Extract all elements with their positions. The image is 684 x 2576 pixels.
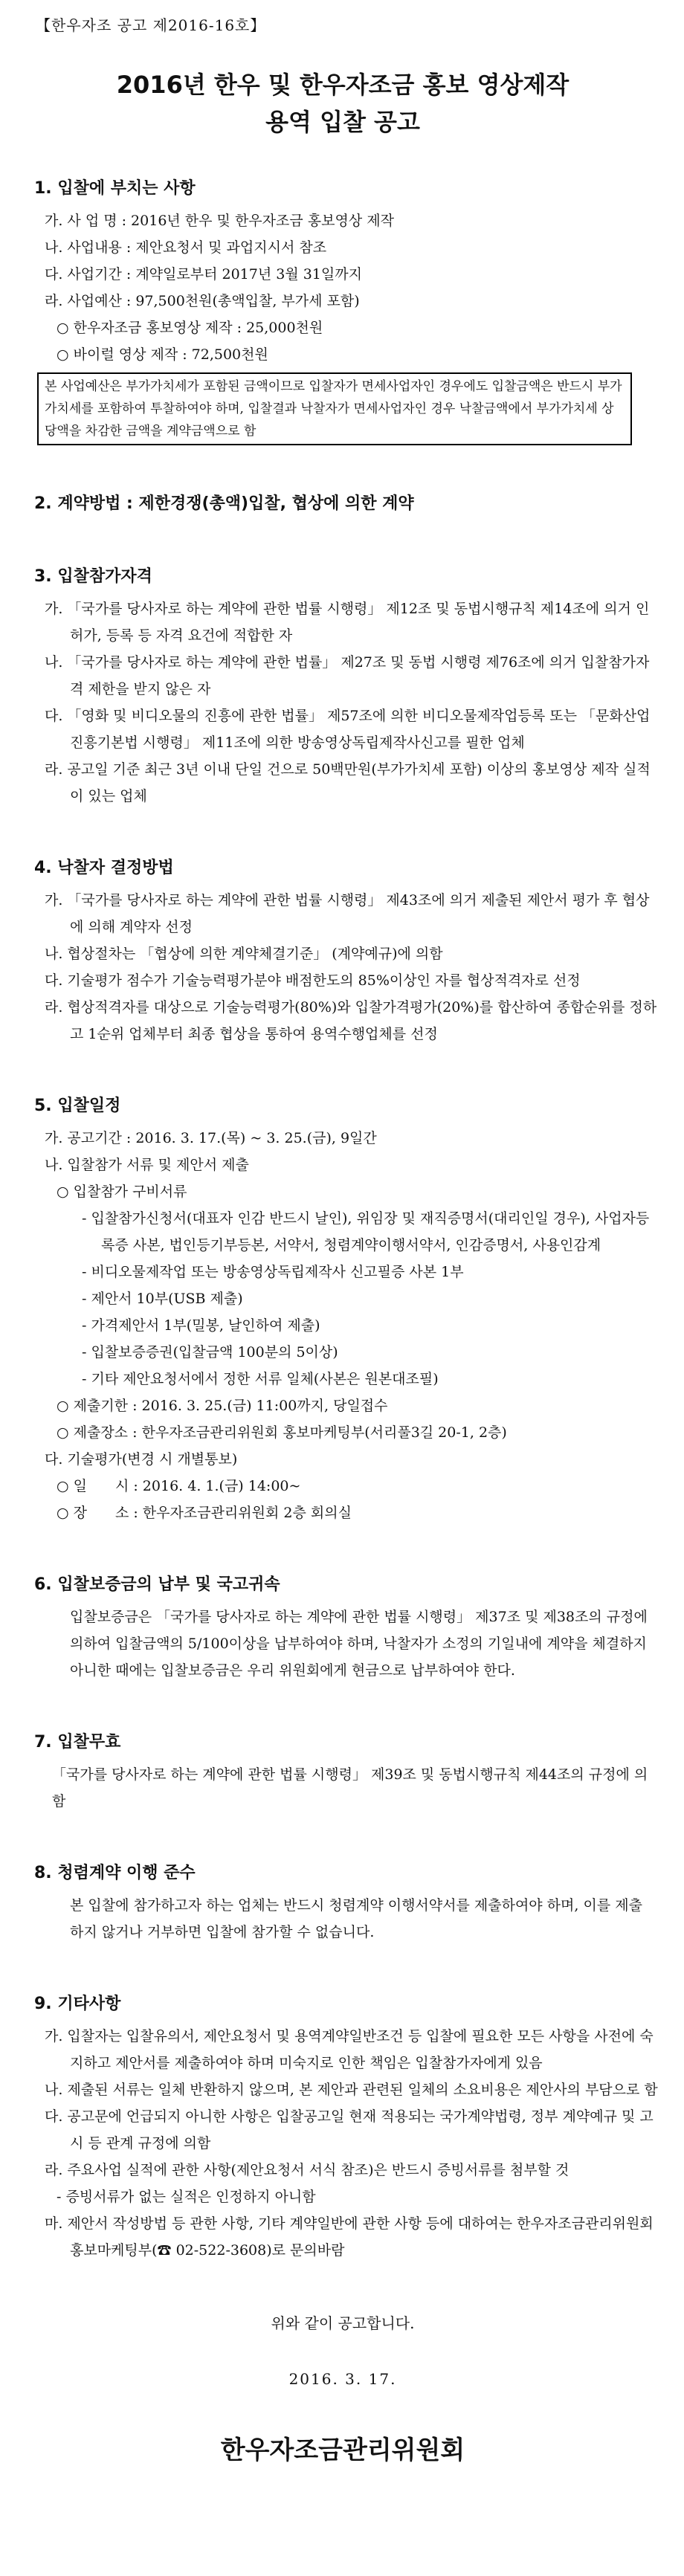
- paragraph: 본 입찰에 참가하고자 하는 업체는 반드시 청렴계약 이행서약서를 제출하여야 하며, 이를 제출하지 않거나 거부하면 입찰에 참가할 수 없습니다.: [70, 1897, 642, 1940]
- list-item: ○ 입찰참가 구비서류: [57, 1184, 187, 1200]
- notice-number: 【한우자조 공고 제2016-16호】: [36, 16, 266, 34]
- list-item: - 기타 제안요청서에서 정한 서류 일체(사본은 원본대조필): [82, 1371, 439, 1387]
- section-title: 1. 입찰에 부치는 사항: [34, 179, 196, 198]
- list-item: 나. 사업내용 : 제안요청서 및 과업지시서 참조: [45, 239, 327, 256]
- vat-note-box: 본 사업예산은 부가가치세가 포함된 금액이므로 입찰자가 면세사업자인 경우에도 입찰금액은 반드시 부가가치세를 포함하여 투찰하여야 하며, 입찰결과 낙찰자가 면세사업자인 경우 낙찰금액에서 부가가치세 상당액을 차감한 금액을 계약금액으로 함: [37, 372, 632, 445]
- list-item: 다. 기술평가 점수가 기술능력평가분야 배점한도의 85%이상인 자를 협상적격자로 선정: [45, 972, 581, 989]
- list-item: ○ 한우자조금 홍보영상 제작 : 25,000천원: [57, 320, 323, 336]
- list-item: - 가격제안서 1부(밀봉, 날인하여 제출): [82, 1317, 320, 1334]
- section-title: 4. 낙찰자 결정방법: [34, 859, 174, 877]
- title-line-2: 용역 입찰 공고: [265, 108, 420, 136]
- closing-statement: 위와 같이 공고합니다.: [271, 2314, 415, 2332]
- list-item: ○ 일 시 : 2016. 4. 1.(금) 14:00~: [57, 1478, 301, 1494]
- list-item: - 증빙서류가 없는 실적은 인정하지 아니함: [57, 2189, 316, 2205]
- title-line-1: 2016년 한우 및 한우자조금 홍보 영상제작: [116, 71, 570, 99]
- section-title: 9. 기타사항: [34, 1995, 121, 2013]
- list-item: 마. 제안서 작성방법 등 관한 사항, 기타 계약일반에 관한 사항 등에 대하여는 한우자조금관리위원회 홍보마케팅부(☎ 02-522-3608)로 문의바람: [45, 2215, 654, 2259]
- list-item: 가. 공고기간 : 2016. 3. 17.(목) ~ 3. 25.(금), 9일간: [45, 1130, 377, 1146]
- list-item: 나. 「국가를 당사자로 하는 계약에 관한 법률」 제27조 및 동법 시행령 제76조에 의거 입찰참가자격 제한을 받지 않은 자: [45, 654, 650, 697]
- section-title: 3. 입찰참가자격: [34, 567, 152, 586]
- section-bid-items: [27, 175, 659, 445]
- list-item: 가. 입찰자는 입찰유의서, 제안요청서 및 용역계약일반조건 등 입찰에 필요한 모든 사항을 사전에 숙지하고 제안서를 제출하여야 하며 미숙지로 인한 책임은 입찰참가자에게 있음: [45, 2028, 654, 2071]
- list-item: 다. 공고문에 언급되지 아니한 사항은 입찰공고일 현재 적용되는 국가계약법령, 정부 계약예규 및 고시 등 관계 규정에 의함: [45, 2108, 654, 2151]
- list-item: 라. 주요사업 실적에 관한 사항(제안요청서 서식 참조)은 반드시 증빙서류를 첨부할 것: [45, 2162, 570, 2178]
- list-item: 가. 「국가를 당사자로 하는 계약에 관한 법률 시행령」 제43조에 의거 제출된 제안서 평가 후 협상에 의해 계약자 선정: [45, 892, 650, 935]
- list-item: - 비디오물제작업 또는 방송영상독립제작사 신고필증 사본 1부: [82, 1264, 464, 1280]
- list-item: 다. 사업기간 : 계약일로부터 2017년 3월 31일까지: [45, 266, 362, 283]
- list-item: 라. 협상적격자를 대상으로 기술능력평가(80%)와 입찰가격평가(20%)를 합산하여 종합순위를 정하고 1순위 업체부터 최종 협상을 통하여 용역수행업체를 선정: [45, 999, 657, 1042]
- list-item: - 입찰보증증권(입찰금액 100분의 5이상): [82, 1344, 338, 1360]
- list-item: ○ 제출장소 : 한우자조금관리위원회 홍보마케팅부(서리풀3길 20-1, 2층): [57, 1424, 507, 1441]
- section-title: 7. 입찰무효: [34, 1733, 121, 1752]
- list-item: - 제안서 10부(USB 제출): [82, 1291, 243, 1307]
- section-eligibility: [27, 563, 659, 810]
- list-item: 가. 「국가를 당사자로 하는 계약에 관한 법률 시행령」 제12조 및 동법시행규칙 제14조에 의거 인 허가, 등록 등 자격 요건에 적합한 자: [45, 601, 650, 644]
- paragraph: 「국가를 당사자로 하는 계약에 관한 법률 시행령」 제39조 및 동법시행규칙 제44조의 규정에 의함: [52, 1766, 648, 1810]
- list-item: 다. 기술평가(변경 시 개별통보): [45, 1451, 238, 1468]
- section-title: 5. 입찰일정: [34, 1097, 121, 1115]
- section-title: 2. 계약방법 : 제한경쟁(총액)입찰, 협상에 의한 계약: [34, 494, 414, 513]
- section-winner-selection: [27, 854, 659, 1047]
- section-other-matters: [27, 1990, 659, 2264]
- list-item: 라. 공고일 기준 최근 3년 이내 단일 건으로 50백만원(부가가치세 포함) 이상의 홍보영상 제작 실적이 있는 업체: [45, 761, 651, 804]
- list-item: ○ 장 소 : 한우자조금관리위원회 2층 회의실: [57, 1505, 352, 1521]
- list-item: - 입찰참가신청서(대표자 인감 반드시 날인), 위임장 및 재직증명서(대리인일 경우), 사업자등록증 사본, 법인등기부등본, 서약서, 청렴계약이행서약서, 인감증명서, 사용인감계: [82, 1210, 650, 1253]
- list-item: 나. 협상절차는 「협상에 의한 계약체결기준」 (계약예규)에 의함: [45, 946, 443, 962]
- notice-title: [27, 66, 659, 141]
- section-integrity-contract: [27, 1859, 659, 1946]
- paragraph: 입찰보증금은 「국가를 당사자로 하는 계약에 관한 법률 시행령」 제37조 및 제38조의 규정에 의하여 입찰금액의 5/100이상을 납부하여야 하며, 낙찰자가 소정의 기일내에 계약을 체결하지 아니한 때에는 입찰보증금은 우리 위원회에게 현금으로 납부하여야 한다.: [70, 1609, 648, 1679]
- list-item: ○ 바이럴 영상 제작 : 72,500천원: [57, 346, 268, 363]
- section-title: 6. 입찰보증금의 납부 및 국고귀속: [34, 1575, 280, 1594]
- list-item: 다. 「영화 및 비디오물의 진흥에 관한 법률」 제57조에 의한 비디오물제작업등록 또는 「문화산업진흥기본법 시행령」 제11조에 의한 방송영상독립제작사신고를 필한 업체: [45, 708, 651, 751]
- issuing-organization: 한우자조금관리위원회: [220, 2435, 465, 2465]
- list-item: 나. 입찰참가 서류 및 제안서 제출: [45, 1157, 249, 1173]
- notice-date: 2016. 3. 17.: [288, 2370, 397, 2388]
- list-item: ○ 제출기한 : 2016. 3. 25.(금) 11:00까지, 당일접수: [57, 1398, 388, 1414]
- list-item: 라. 사업예산 : 97,500천원(총액입찰, 부가세 포함): [45, 293, 360, 309]
- list-item: 나. 제출된 서류는 일체 반환하지 않으며, 본 제안과 관련된 일체의 소요비용은 제안사의 부담으로 함: [45, 2082, 658, 2098]
- notice-document: [27, 13, 659, 2466]
- section-contract-method: [27, 490, 659, 518]
- section-bid-bond: [27, 1571, 659, 1684]
- list-item: 가. 사 업 명 : 2016년 한우 및 한우자조금 홍보영상 제작: [45, 213, 394, 229]
- section-schedule: [27, 1092, 659, 1526]
- section-title: 8. 청렴계약 이행 준수: [34, 1864, 196, 1882]
- section-bid-invalid: [27, 1728, 659, 1815]
